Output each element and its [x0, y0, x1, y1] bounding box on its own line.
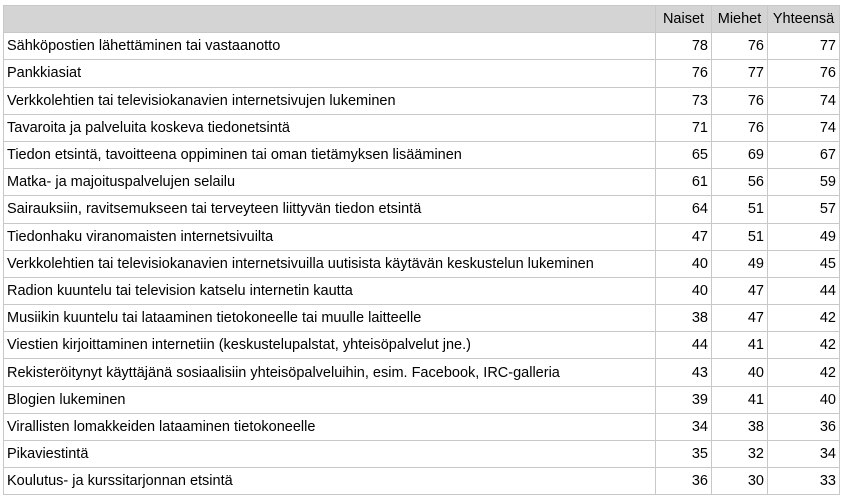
value-naiset: 35 — [656, 441, 712, 468]
row-label: Pikaviestintä — [4, 441, 656, 468]
table-row — [4, 33, 840, 60]
row-label: Radion kuuntelu tai television katselu internetin kautta — [4, 277, 656, 304]
value-naiset: 65 — [656, 141, 712, 168]
table-row — [4, 223, 840, 250]
table-row — [4, 277, 840, 304]
value-naiset: 43 — [656, 359, 712, 386]
value-yhteensa: 45 — [768, 250, 840, 277]
value-yhteensa: 57 — [768, 196, 840, 223]
table-row — [4, 169, 840, 196]
row-label: Rekisteröitynyt käyttäjänä sosiaalisiin yhteisöpalveluihin, esim. Facebook, IRC-galleria — [4, 359, 656, 386]
table-row — [4, 441, 840, 468]
table-row — [4, 250, 840, 277]
value-yhteensa: 44 — [768, 277, 840, 304]
value-yhteensa: 42 — [768, 332, 840, 359]
row-label: Sähköpostien lähettäminen tai vastaanotto — [4, 33, 656, 60]
table-row — [4, 114, 840, 141]
value-miehet: 47 — [712, 305, 768, 332]
value-naiset: 73 — [656, 87, 712, 114]
value-miehet: 69 — [712, 141, 768, 168]
value-naiset: 78 — [656, 33, 712, 60]
row-label: Musiikin kuuntelu tai lataaminen tietokoneelle tai muulle laitteelle — [4, 305, 656, 332]
value-naiset: 38 — [656, 305, 712, 332]
row-label: Tiedonhaku viranomaisten internetsivuilta — [4, 223, 656, 250]
data-table — [3, 5, 840, 495]
row-label: Verkkolehtien tai televisiokanavien internetsivuilla uutisista käytävän keskustelun lukeminen — [4, 250, 656, 277]
value-naiset: 40 — [656, 277, 712, 304]
value-miehet: 41 — [712, 332, 768, 359]
row-label: Verkkolehtien tai televisiokanavien internetsivujen lukeminen — [4, 87, 656, 114]
table-row — [4, 359, 840, 386]
table-row — [4, 60, 840, 87]
value-yhteensa: 42 — [768, 359, 840, 386]
value-yhteensa: 77 — [768, 33, 840, 60]
value-miehet: 47 — [712, 277, 768, 304]
header-yhteensa: Yhteensä — [768, 6, 840, 33]
value-naiset: 34 — [656, 413, 712, 440]
value-yhteensa: 76 — [768, 60, 840, 87]
value-yhteensa: 33 — [768, 468, 840, 495]
value-miehet: 76 — [712, 33, 768, 60]
value-yhteensa: 74 — [768, 87, 840, 114]
value-naiset: 40 — [656, 250, 712, 277]
value-naiset: 39 — [656, 386, 712, 413]
row-label: Sairauksiin, ravitsemukseen tai terveyteen liittyvän tiedon etsintä — [4, 196, 656, 223]
value-yhteensa: 67 — [768, 141, 840, 168]
header-naiset: Naiset — [656, 6, 712, 33]
value-yhteensa: 49 — [768, 223, 840, 250]
table-row — [4, 87, 840, 114]
table-row — [4, 413, 840, 440]
row-label: Tiedon etsintä, tavoitteena oppiminen tai oman tietämyksen lisääminen — [4, 141, 656, 168]
row-label: Pankkiasiat — [4, 60, 656, 87]
value-miehet: 76 — [712, 87, 768, 114]
value-naiset: 44 — [656, 332, 712, 359]
value-miehet: 51 — [712, 223, 768, 250]
value-miehet: 77 — [712, 60, 768, 87]
header-blank — [4, 6, 656, 33]
value-miehet: 41 — [712, 386, 768, 413]
row-label: Matka- ja majoituspalvelujen selailu — [4, 169, 656, 196]
value-yhteensa: 40 — [768, 386, 840, 413]
table-body — [4, 33, 840, 495]
header-row — [4, 6, 840, 33]
value-miehet: 32 — [712, 441, 768, 468]
table-row — [4, 332, 840, 359]
value-miehet: 56 — [712, 169, 768, 196]
value-naiset: 61 — [656, 169, 712, 196]
value-naiset: 64 — [656, 196, 712, 223]
value-miehet: 51 — [712, 196, 768, 223]
value-miehet: 49 — [712, 250, 768, 277]
value-naiset: 47 — [656, 223, 712, 250]
header-miehet: Miehet — [712, 6, 768, 33]
table-row — [4, 386, 840, 413]
table-row — [4, 196, 840, 223]
value-naiset: 76 — [656, 60, 712, 87]
table-row — [4, 141, 840, 168]
value-yhteensa: 59 — [768, 169, 840, 196]
row-label: Tavaroita ja palveluita koskeva tiedonetsintä — [4, 114, 656, 141]
table-row — [4, 305, 840, 332]
value-naiset: 36 — [656, 468, 712, 495]
row-label: Blogien lukeminen — [4, 386, 656, 413]
value-naiset: 71 — [656, 114, 712, 141]
value-yhteensa: 36 — [768, 413, 840, 440]
row-label: Viestien kirjoittaminen internetiin (keskustelupalstat, yhteisöpalvelut jne.) — [4, 332, 656, 359]
value-yhteensa: 74 — [768, 114, 840, 141]
value-miehet: 30 — [712, 468, 768, 495]
value-miehet: 40 — [712, 359, 768, 386]
value-yhteensa: 42 — [768, 305, 840, 332]
table-row — [4, 468, 840, 495]
row-label: Virallisten lomakkeiden lataaminen tietokoneelle — [4, 413, 656, 440]
value-miehet: 38 — [712, 413, 768, 440]
value-miehet: 76 — [712, 114, 768, 141]
value-yhteensa: 34 — [768, 441, 840, 468]
row-label: Koulutus- ja kurssitarjonnan etsintä — [4, 468, 656, 495]
